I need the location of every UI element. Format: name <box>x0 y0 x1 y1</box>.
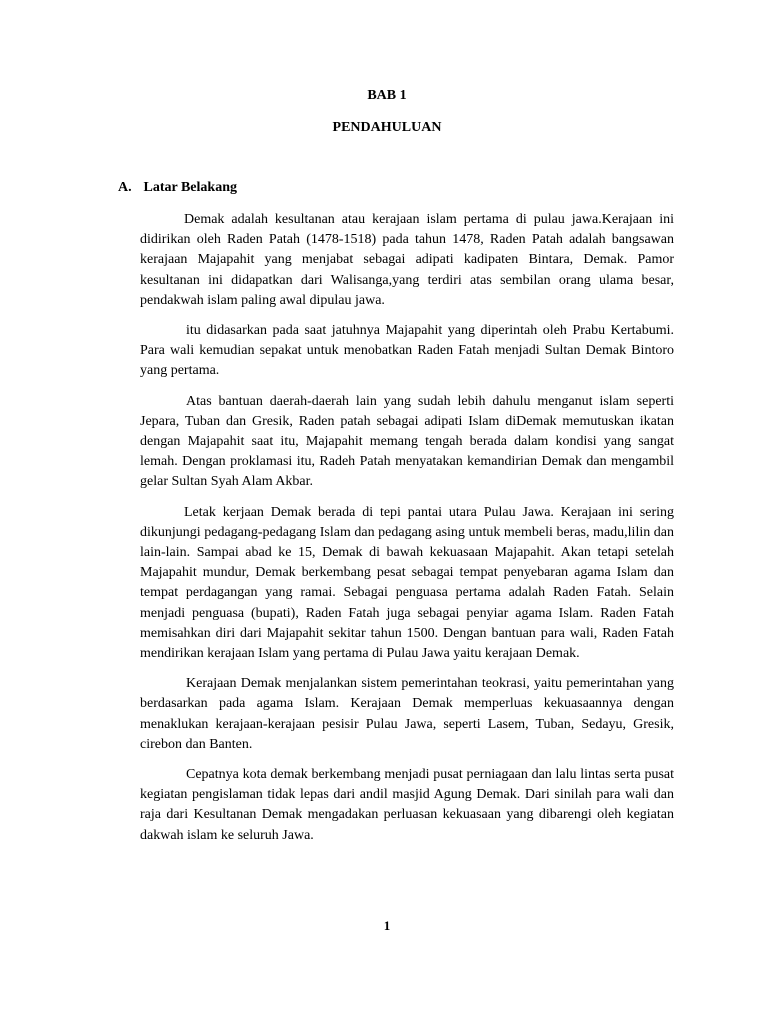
paragraph: Letak kerjaan Demak berada di tepi pantai utara Pulau Jawa. Kerajaan ini sering dikunjungi pedagang-pedagang Islam dan pedagang asing untuk membeli beras, madu,lilin dan lain-lain. Sampai abad ke 15, Demak di bawah kekuasaan Majapahit. Akan tetapi setelah Majapahit mundur, Demak berkembang pesat sebagai tempat penyebaran agama Islam dan tempat perdagangan yang ramai. Sebagai penguasa pertama adalah Raden Fatah. Selain menjadi penguasa (bupati), Raden Fatah juga sebagai penyiar agama Islam. Raden Fatah memisahkan diri dari Majapahit sekitar tahun 1500. Dengan bantuan para wali, Raden Fatah mendirikan kerajaan Islam yang pertama di Pulau Jawa yaitu kerajaan Demak. <box>140 504 674 662</box>
chapter-number: BAB 1 <box>367 88 407 103</box>
paragraph: Atas bantuan daerah-daerah lain yang sudah lebih dahulu menganut islam seperti Jepara, Tuban dan Gresik, Raden patah sebagai adipati Islam diDemak memutuskan ikatan dengan Majapahit saat itu, Majapahit memang tengah berada dalam kondisi yang sangat lemah. Dengan proklamasi itu, Radeh Patah menyatakan kemandirian Demak dan mengambil gelar Sultan Syah Alam Akbar. <box>140 393 674 490</box>
paragraph: Kerajaan Demak menjalankan sistem pemerintahan teokrasi, yaitu pemerintahan yang berdasarkan pada agama Islam. Kerajaan Demak memperluas kekuasaannya dengan menaklukan kerajaan-kerajaan pesisir Pulau Jawa, seperti Lasem, Tuban, Sedayu, Gresik, cirebon dan Banten. <box>140 676 674 752</box>
section-heading <box>118 180 237 196</box>
section-letter: A. <box>118 180 132 195</box>
paragraph: itu didasarkan pada saat jatuhnya Majapahit yang diperintah oleh Prabu Kertabumi. Para wali kemudian sepakat untuk menobatkan Raden Fatah menjadi Sultan Demak Bintoro yang pertama. <box>140 323 674 379</box>
paragraph: Cepatnya kota demak berkembang menjadi pusat perniagaan dan lalu lintas serta pusat kegiatan pengislaman tidak lepas dari andil masjid Agung Demak. Dari sinilah para wali dan raja dari Kesultanan Demak mengadakan perluasan kekuasaan yang dibarengi oleh kegiatan dakwah islam ke seluruh Jawa. <box>140 767 674 843</box>
paragraph: Demak adalah kesultanan atau kerajaan islam pertama di pulau jawa.Kerajaan ini didirikan oleh Raden Patah (1478-1518) pada tahun 1478, Raden Patah adalah bangsawan kerajaan Majapahit yang menjabat sebagai adipati kadipaten Bintara, Demak. Pamor kesultanan ini didapatkan dari Walisanga,yang terdiri atas sembilan orang ulama besar, pendakwah islam paling awal dipulau jawa. <box>140 212 674 308</box>
page-number: 1 <box>383 918 391 933</box>
body-text <box>140 210 674 856</box>
section-title: Latar Belakang <box>143 180 237 195</box>
chapter-title: PENDAHULUAN <box>332 120 442 135</box>
